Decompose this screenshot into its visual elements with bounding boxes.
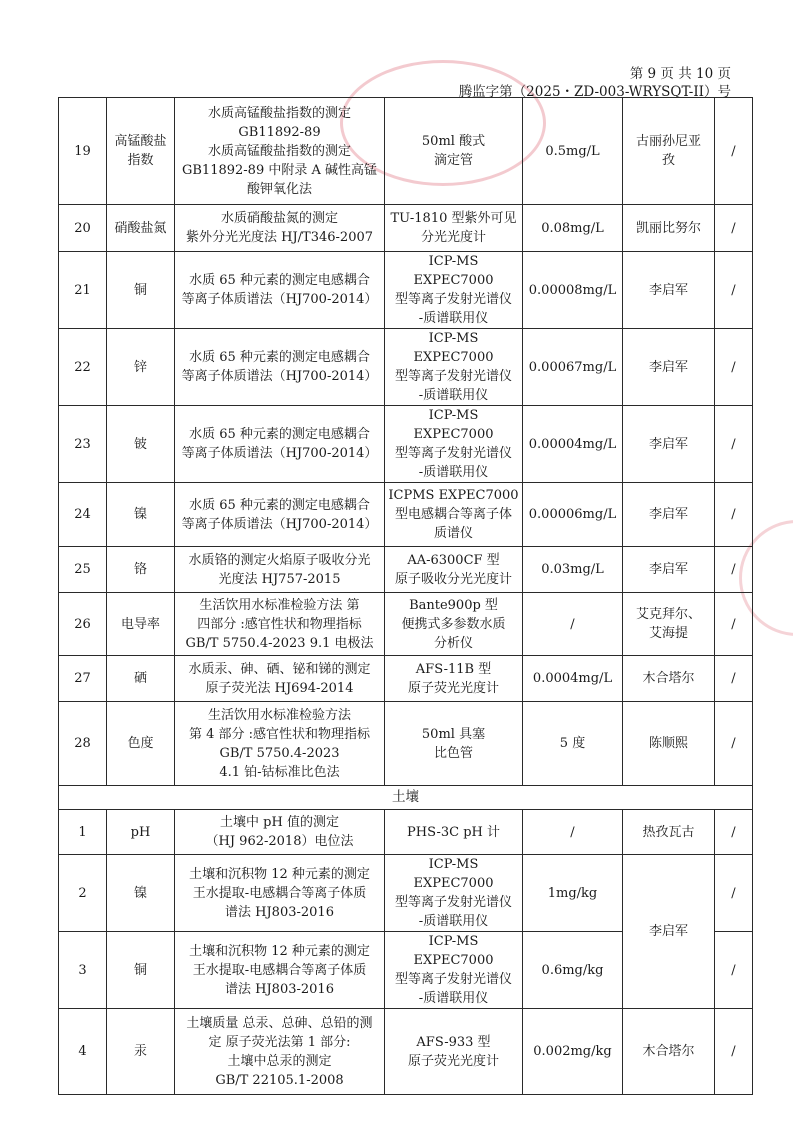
- table-row: [59, 329, 753, 406]
- test-item: 电导率: [107, 593, 175, 656]
- remark: /: [715, 593, 753, 656]
- table-row: [59, 483, 753, 547]
- analyst: 热孜瓦古: [623, 810, 715, 855]
- detection-limit: 0.5mg/L: [523, 98, 623, 205]
- test-item: 硝酸盐氮: [107, 205, 175, 252]
- detection-limit: 0.00067mg/L: [523, 329, 623, 406]
- remark: /: [715, 329, 753, 406]
- analyst: 凯丽比努尔: [623, 205, 715, 252]
- instrument: ICP-MS EXPEC7000 型等离子发射光谱仪 -质谱联用仪: [385, 932, 523, 1009]
- detection-limit: 0.03mg/L: [523, 547, 623, 593]
- instrument: ICPMS EXPEC7000 型电感耦合等离子体 质谱仪: [385, 483, 523, 547]
- row-number: 4: [59, 1009, 107, 1095]
- table-row: [59, 593, 753, 656]
- row-number: 22: [59, 329, 107, 406]
- table-row: [59, 656, 753, 702]
- analyst: 艾克拜尔、 艾海提: [623, 593, 715, 656]
- instrument: AFS-11B 型 原子荧光光度计: [385, 656, 523, 702]
- test-method: 水质汞、砷、硒、铋和锑的测定 原子荧光法 HJ694-2014: [175, 656, 385, 702]
- detection-limit: 0.00004mg/L: [523, 406, 623, 483]
- test-method: 土壤中 pH 值的测定 （HJ 962-2018）电位法: [175, 810, 385, 855]
- detection-limit: 0.002mg/kg: [523, 1009, 623, 1095]
- row-number: 1: [59, 810, 107, 855]
- analyst: 李启军: [623, 483, 715, 547]
- test-method: 水质 65 种元素的测定电感耦合 等离子体质谱法（HJ700-2014）: [175, 329, 385, 406]
- page-number: 第 9 页 共 10 页: [629, 66, 731, 82]
- table-row: [59, 702, 753, 786]
- test-item: 铜: [107, 932, 175, 1009]
- test-item: 锌: [107, 329, 175, 406]
- report-number: 腾监字第（2025・ZD-003-WRYSQT-II）号: [458, 84, 731, 100]
- test-method: 生活饮用水标准检验方法 第 4 部分 :感官性状和物理指标 GB/T 5750.4-2023 4.1 铂-钴标准比色法: [175, 702, 385, 786]
- remark: /: [715, 855, 753, 932]
- remark: /: [715, 702, 753, 786]
- analyst: 李启军: [623, 252, 715, 329]
- remark: /: [715, 98, 753, 205]
- analyst: 木合塔尔: [623, 656, 715, 702]
- row-number: 24: [59, 483, 107, 547]
- detection-limit: /: [523, 593, 623, 656]
- table-row: [59, 98, 753, 205]
- test-item: 铜: [107, 252, 175, 329]
- test-item: pH: [107, 810, 175, 855]
- instrument: ICP-MS EXPEC7000 型等离子发射光谱仪 -质谱联用仪: [385, 855, 523, 932]
- instrument: AA-6300CF 型 原子吸收分光光度计: [385, 547, 523, 593]
- row-number: 25: [59, 547, 107, 593]
- detection-limit: 5 度: [523, 702, 623, 786]
- instrument: AFS-933 型 原子荧光光度计: [385, 1009, 523, 1095]
- remark: /: [715, 483, 753, 547]
- test-method: 水质 65 种元素的测定电感耦合 等离子体质谱法（HJ700-2014）: [175, 483, 385, 547]
- remark: /: [715, 656, 753, 702]
- test-item: 硒: [107, 656, 175, 702]
- instrument: ICP-MS EXPEC7000 型等离子发射光谱仪 -质谱联用仪: [385, 329, 523, 406]
- row-number: 19: [59, 98, 107, 205]
- test-item: 铍: [107, 406, 175, 483]
- row-number: 21: [59, 252, 107, 329]
- test-item: 镍: [107, 483, 175, 547]
- test-method: 水质 65 种元素的测定电感耦合 等离子体质谱法（HJ700-2014）: [175, 252, 385, 329]
- test-method: 土壤质量 总汞、总砷、总铅的测 定 原子荧光法第 1 部分: 土壤中总汞的测定 GB/T 22105.1-2008: [175, 1009, 385, 1095]
- analyst: 古丽孙尼亚 孜: [623, 98, 715, 205]
- remark: /: [715, 810, 753, 855]
- instrument: TU-1810 型紫外可见 分光光度计: [385, 205, 523, 252]
- row-number: 28: [59, 702, 107, 786]
- test-item: 高锰酸盐 指数: [107, 98, 175, 205]
- analyst: 李启军: [623, 406, 715, 483]
- table-row: [59, 810, 753, 855]
- instrument: PHS-3C pH 计: [385, 810, 523, 855]
- remark: /: [715, 932, 753, 1009]
- row-number: 3: [59, 932, 107, 1009]
- test-method-table: [58, 97, 753, 1095]
- row-number: 20: [59, 205, 107, 252]
- test-method: 土壤和沉积物 12 种元素的测定 王水提取-电感耦合等离子体质 谱法 HJ803-2016: [175, 932, 385, 1009]
- remark: /: [715, 547, 753, 593]
- analyst: 陈顺熙: [623, 702, 715, 786]
- test-item: 镍: [107, 855, 175, 932]
- detection-limit: 0.00008mg/L: [523, 252, 623, 329]
- analyst: 木合塔尔: [623, 1009, 715, 1095]
- analyst: 李启军: [623, 547, 715, 593]
- test-method: 水质 65 种元素的测定电感耦合 等离子体质谱法（HJ700-2014）: [175, 406, 385, 483]
- analyst: 李启军: [623, 855, 715, 1009]
- table-row: [59, 406, 753, 483]
- remark: /: [715, 1009, 753, 1095]
- row-number: 2: [59, 855, 107, 932]
- instrument: ICP-MS EXPEC7000 型等离子发射光谱仪 -质谱联用仪: [385, 406, 523, 483]
- instrument: 50ml 具塞 比色管: [385, 702, 523, 786]
- section-title-soil: 土壤: [59, 786, 753, 810]
- detection-limit: 0.6mg/kg: [523, 932, 623, 1009]
- remark: /: [715, 205, 753, 252]
- section-header-row: [59, 786, 753, 810]
- test-method: 生活饮用水标准检验方法 第 四部分 :感官性状和物理指标 GB/T 5750.4-2023 9.1 电极法: [175, 593, 385, 656]
- test-method: 水质高锰酸盐指数的测定 GB11892-89 水质高锰酸盐指数的测定 GB11892-89 中附录 A 碱性高锰 酸钾氧化法: [175, 98, 385, 205]
- instrument: Bante900p 型 便携式多参数水质 分析仪: [385, 593, 523, 656]
- test-method: 水质铬的测定火焰原子吸收分光 光度法 HJ757-2015: [175, 547, 385, 593]
- test-item: 铬: [107, 547, 175, 593]
- instrument: ICP-MS EXPEC7000 型等离子发射光谱仪 -质谱联用仪: [385, 252, 523, 329]
- table-row: [59, 205, 753, 252]
- table-row: [59, 1009, 753, 1095]
- table-row: [59, 855, 753, 932]
- instrument: 50ml 酸式 滴定管: [385, 98, 523, 205]
- analyst: 李启军: [623, 329, 715, 406]
- detection-limit: /: [523, 810, 623, 855]
- row-number: 27: [59, 656, 107, 702]
- table-row: [59, 547, 753, 593]
- test-item: 汞: [107, 1009, 175, 1095]
- test-item: 色度: [107, 702, 175, 786]
- row-number: 23: [59, 406, 107, 483]
- detection-limit: 0.08mg/L: [523, 205, 623, 252]
- detection-limit: 0.0004mg/L: [523, 656, 623, 702]
- detection-limit: 1mg/kg: [523, 855, 623, 932]
- test-method: 水质硝酸盐氮的测定 紫外分光光度法 HJ/T346-2007: [175, 205, 385, 252]
- remark: /: [715, 406, 753, 483]
- detection-limit: 0.00006mg/L: [523, 483, 623, 547]
- remark: /: [715, 252, 753, 329]
- row-number: 26: [59, 593, 107, 656]
- table-row: [59, 252, 753, 329]
- test-method: 土壤和沉积物 12 种元素的测定 王水提取-电感耦合等离子体质 谱法 HJ803-2016: [175, 855, 385, 932]
